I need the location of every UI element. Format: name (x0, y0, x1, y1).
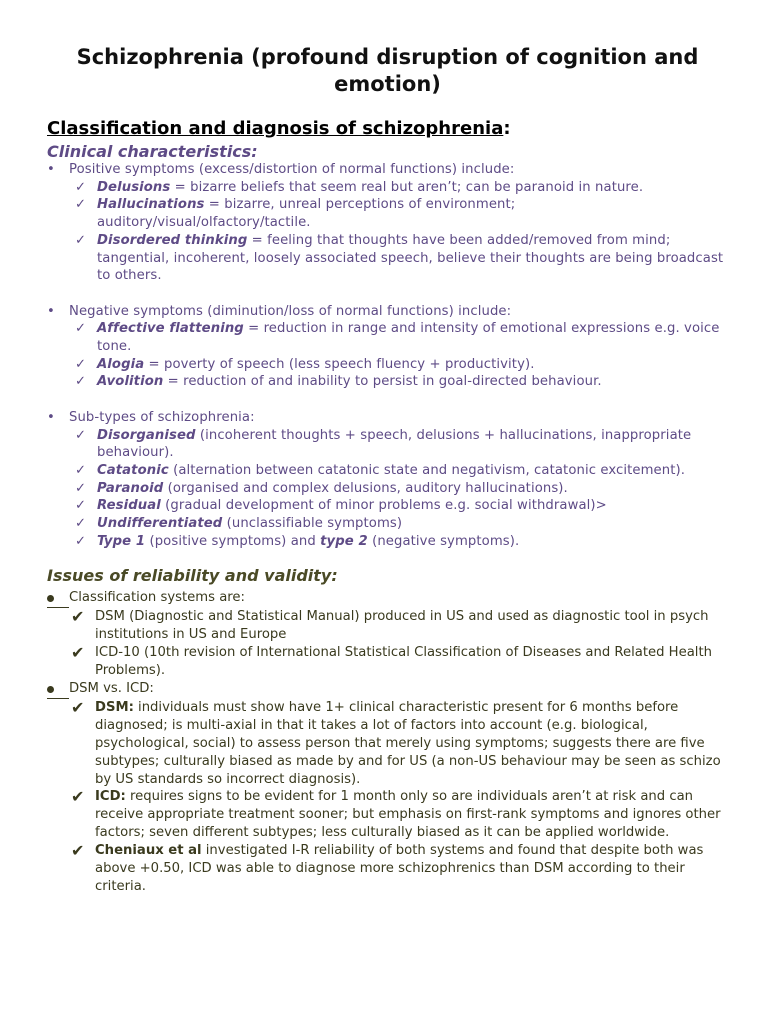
check-icon: ✓ (75, 462, 87, 478)
check-icon: ✓ (75, 533, 87, 549)
check-icon: ✓ (75, 498, 87, 514)
page-title: Schizophrenia (profound disruption of cognition and emotion) (76, 45, 699, 96)
check-icon: ✓ (75, 179, 87, 195)
sub-item: ✓ Avolition = reduction of and inability to persist in goal-directed behaviour. (75, 374, 602, 390)
sub-item: ✓ Residual (gradual development of minor problems e.g. social withdrawal)> (75, 498, 607, 514)
check-icon: ✔ (71, 643, 85, 663)
issues-section (47, 589, 728, 895)
check-icon: ✓ (75, 427, 87, 443)
sub-item: ✓ Affective flattening = reduction in range and intensity of emotional expressions e.g. voice tone. (75, 321, 720, 355)
list-item: • Positive symptoms (excess/distortion of normal functions) include: (47, 162, 515, 177)
clinical-heading: Clinical characteristics: (47, 142, 258, 161)
sub-item: ✓ Disordered thinking = feeling that thoughts have been added/removed from mind; tangential, incoherent, loosely associated speech, believe their thoughts are being broadcast to others. (75, 232, 724, 284)
list-item: DSM vs. ICD: (47, 680, 728, 699)
sub-item: ✔ DSM (Diagnostic and Statistical Manual) produced in US and used as diagnostic tool in psych institutions in US and Europe (71, 607, 709, 643)
check-icon: ✔ (71, 607, 85, 627)
check-icon: ✔ (71, 841, 85, 861)
sub-item: ✓ Paranoid (organised and complex delusions, auditory hallucinations). (75, 480, 568, 496)
check-icon: ✓ (75, 516, 87, 532)
bullet-icon (47, 589, 69, 608)
bullet-icon: • (47, 162, 55, 177)
issues-heading: Issues of reliability and validity: (47, 566, 338, 586)
check-icon: ✓ (75, 321, 87, 337)
check-icon: ✓ (75, 480, 87, 496)
check-icon: ✓ (75, 374, 87, 390)
check-icon: ✔ (71, 787, 85, 807)
list-item: • Sub-types of schizophrenia: (47, 409, 255, 425)
sub-item: ✔ ICD: requires signs to be evident for 1 month only so are individuals aren’t at risk and can receive appropriate treatment sooner; but emphasis on first-rank symptoms and ignores other factors; seven different subtypes; less culturally biased as it can be applied worldwide. (71, 787, 721, 841)
bullet-icon: • (47, 303, 55, 319)
sub-item: ✓ Undifferentiated (unclassifiable symptoms) (75, 516, 403, 532)
sub-item: ✓ Catatonic (alternation between catatonic state and negativism, catatonic excitement). (75, 462, 686, 478)
check-icon: ✓ (75, 232, 87, 248)
list-item: Classification systems are: (47, 589, 728, 608)
sub-item: ✓ Delusions = bizarre beliefs that seem real but aren’t; can be paranoid in nature. (75, 179, 644, 195)
sub-item: ✔ ICD-10 (10th revision of International Statistical Classification of Diseases and Related Health Problems). (71, 643, 712, 679)
sub-item: ✓ Alogia = poverty of speech (less speech fluency + productivity). (75, 356, 535, 372)
section-heading-text: Classification and diagnosis of schizophrenia (47, 118, 504, 139)
sub-item: ✓ Disorganised (incoherent thoughts + speech, delusions + hallucinations, inappropriate behaviour). (75, 427, 692, 461)
list-item: • Negative symptoms (diminution/loss of normal functions) include: (47, 303, 512, 319)
check-icon: ✔ (71, 697, 85, 717)
bullet-icon: • (47, 409, 55, 425)
sub-item: ✓ Hallucinations = bizarre, unreal perceptions of environment; auditory/visual/olfactory/tactile. (75, 197, 516, 231)
sub-item: ✔ Cheniaux et al investigated I-R reliability of both systems and found that despite both was above +0.50, ICD was able to diagnose more schizophrenics than DSM according to their criteria. (71, 841, 704, 894)
bullet-icon (47, 680, 69, 699)
check-icon: ✓ (75, 356, 87, 372)
check-icon: ✓ (75, 197, 87, 213)
section-heading: Classification and diagnosis of schizophrenia: (47, 118, 511, 139)
sub-item: ✔ DSM: individuals must show have 1+ clinical characteristic present for 6 months before diagnosed; is multi-axial in that it takes a lot of factors into account (e.g. biological, psychological, social) to assess person that merely using symptoms; suggests there are five subtypes; culturally biased as made by and for US (a non-US behaviour may be seen as schizo by US standards so incorrect diagnosis). (71, 697, 721, 787)
clinical-section (47, 161, 728, 550)
sub-item: ✓ Type 1 (positive symptoms) and type 2 (negative symptoms). (75, 533, 520, 549)
